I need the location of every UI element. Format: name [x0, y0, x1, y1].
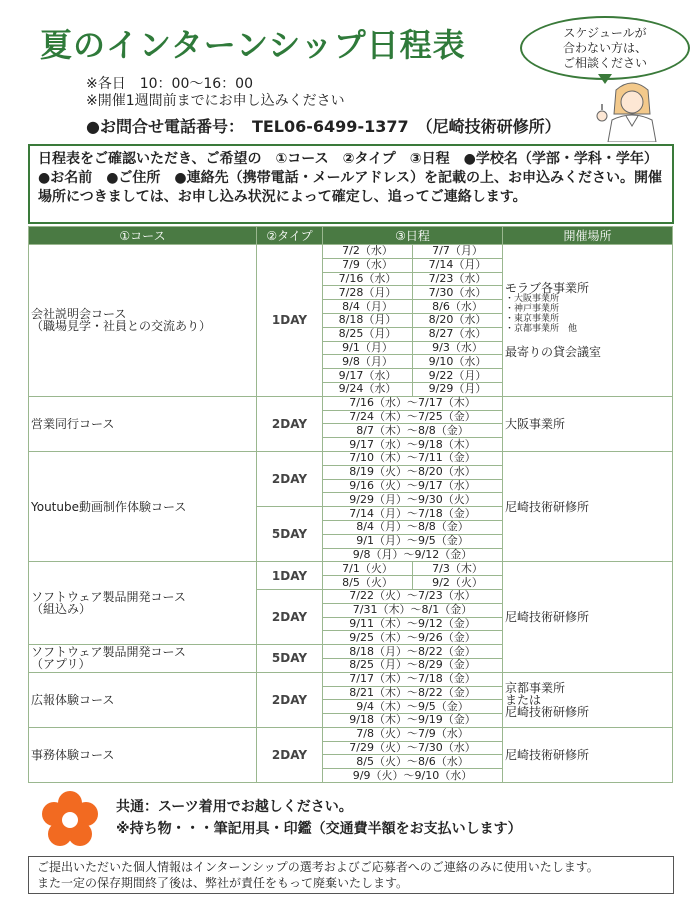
course-name: 事務体験コース: [29, 727, 257, 782]
type-cell: 5DAY: [257, 507, 323, 562]
date-cell: 7/28（月）: [323, 286, 413, 300]
intro-box: 日程表をご確認いただき、ご希望の ①コース ②タイプ ③日程 ●学校名（学部・学科・学年） ●お名前 ●ご住所 ●連絡先（携帯電話・メールアドレス）を記載の上、お申込みください。開催場所につきましては、お申し込み状況によって確定し、追ってご連絡します。: [28, 144, 674, 224]
course-note: （アプリ）: [31, 657, 91, 672]
course-cell: [29, 562, 257, 645]
date-cell: 8/18（月）: [323, 313, 413, 327]
contact-phone: ●お問合せ電話番号： TEL06-6499-1377 （尼崎技術研修所）: [86, 117, 561, 136]
date-cell: 7/24（木）～7/25（金）: [323, 410, 503, 424]
date-cell: 7/2（水）: [323, 245, 413, 259]
course-note: （職場見学・社員との交流あり）: [31, 319, 212, 334]
header-course: ①コース: [29, 227, 257, 245]
common-belongings: ※持ち物・・・筆記用具・印鑑（交通費半額をお支払いします）: [116, 821, 522, 837]
venue-name: モラブ各事業所: [505, 281, 590, 296]
course-name: ソフトウェア製品開発コース: [31, 590, 186, 605]
date-cell: 9/25（木）～9/26（金）: [323, 631, 503, 645]
date-cell: 7/10（木）～7/11（金）: [323, 451, 503, 465]
date-cell: 9/4（木）～9/5（金）: [323, 700, 503, 714]
course-name: 広報体験コース: [29, 672, 257, 727]
date-cell: 7/17（木）～7/18（金）: [323, 672, 503, 686]
date-cell: 9/22（月）: [413, 369, 503, 383]
date-cell: 9/18（木）～9/19（金）: [323, 714, 503, 728]
venue-extra: 最寄りの貸会議室: [505, 345, 602, 360]
privacy-line: ご提出いただいた個人情報はインターンシップの選考およびご応募者へのご連絡のみに使用いたします。: [37, 860, 599, 874]
table-row: [29, 562, 673, 576]
course-cell: [29, 245, 257, 397]
date-cell: 8/25（月）: [323, 327, 413, 341]
venue-name: 尼崎技術研修所: [505, 704, 590, 719]
venue-cell: 大阪事業所: [503, 396, 673, 451]
date-cell: 7/9（水）: [323, 258, 413, 272]
date-cell: 9/1（月）: [323, 341, 413, 355]
type-cell: 2DAY: [257, 727, 323, 782]
bubble-line: スケジュールが: [563, 25, 647, 40]
date-cell: 7/31（木）～8/1（金）: [323, 603, 503, 617]
date-cell: 9/1（月）～9/5（金）: [323, 534, 503, 548]
date-cell: 7/16（水）～7/17（木）: [323, 396, 503, 410]
type-cell: 2DAY: [257, 451, 323, 506]
date-cell: 9/11（木）～9/12（金）: [323, 617, 503, 631]
deadline-note: ※開催1週間前までにお申し込みください: [86, 93, 345, 109]
table-header-row: [29, 227, 673, 245]
flower-icon: [40, 790, 100, 850]
course-cell: [29, 645, 257, 673]
date-cell: 9/3（水）: [413, 341, 503, 355]
date-cell: 8/5（火）～8/6（水）: [323, 755, 503, 769]
course-name: 会社説明会コース: [31, 307, 127, 322]
date-cell: 9/17（水）～9/18（木）: [323, 438, 503, 452]
date-cell: 7/29（火）～7/30（水）: [323, 741, 503, 755]
date-cell: 7/30（水）: [413, 286, 503, 300]
type-cell: 2DAY: [257, 589, 323, 644]
date-cell: 9/29（月）: [413, 382, 503, 396]
privacy-line: また一定の保存期間終了後は、弊社が責任をもって廃棄いたします。: [37, 876, 409, 890]
date-cell: 9/2（火）: [413, 576, 503, 590]
venue-cell: 尼崎技術研修所: [503, 562, 673, 672]
venue-or: または: [505, 692, 542, 707]
date-cell: 7/14（月）: [413, 258, 503, 272]
date-cell: 9/10（水）: [413, 355, 503, 369]
table-row: [29, 727, 673, 741]
date-cell: 7/22（火）～7/23（水）: [323, 589, 503, 603]
type-cell: 1DAY: [257, 245, 323, 397]
venue-cell: 尼崎技術研修所: [503, 451, 673, 561]
venue-sub: ・東京事業所: [505, 314, 560, 325]
date-cell: 9/17（水）: [323, 369, 413, 383]
table-row: [29, 451, 673, 465]
date-cell: 7/14（月）～7/18（金）: [323, 507, 503, 521]
course-name: 営業同行コース: [29, 396, 257, 451]
venue-cell: [503, 672, 673, 727]
bubble-line: ご相談ください: [562, 55, 647, 70]
header-type: ②タイプ: [257, 227, 323, 245]
date-cell: 9/29（月）～9/30（火）: [323, 493, 503, 507]
venue-cell: [503, 245, 673, 397]
table-row: [29, 672, 673, 686]
page-title: 夏のインターンシップ日程表: [40, 26, 466, 64]
date-cell: 8/20（水）: [413, 313, 503, 327]
common-dresscode: 共通：スーツ着用でお越しください。: [116, 799, 353, 815]
woman-illustration: [588, 80, 676, 142]
venue-sub: ・神戸事業所: [505, 304, 560, 315]
date-cell: 9/16（火）～9/17（水）: [323, 479, 503, 493]
venue-sub: ・京都事業所 他: [505, 324, 578, 335]
date-cell: 9/8（月）～9/12（金）: [323, 548, 503, 562]
date-cell: 8/27（水）: [413, 327, 503, 341]
schedule-table: [28, 226, 673, 783]
type-cell: 2DAY: [257, 672, 323, 727]
hours-note: ※各日 10：00～16：00: [86, 76, 253, 92]
date-cell: 8/19（火）～8/20（水）: [323, 465, 503, 479]
header-date: ③日程: [323, 227, 503, 245]
date-cell: 7/7（月）: [413, 245, 503, 259]
speech-bubble: [520, 16, 690, 80]
course-note: （組込み）: [31, 602, 92, 617]
venue-name: 京都事業所: [505, 680, 566, 695]
bubble-line: 合わない方は、: [562, 40, 647, 55]
date-cell: 8/7（木）～8/8（金）: [323, 424, 503, 438]
venue-sub: ・大阪事業所: [505, 294, 560, 305]
date-cell: 9/24（水）: [323, 382, 413, 396]
date-cell: 8/5（火）: [323, 576, 413, 590]
venue-cell: 尼崎技術研修所: [503, 727, 673, 782]
date-cell: 7/3（木）: [413, 562, 503, 576]
privacy-notice: [28, 856, 674, 894]
date-cell: 7/8（火）～7/9（水）: [323, 727, 503, 741]
date-cell: 8/4（月）～8/8（金）: [323, 520, 503, 534]
date-cell: 8/18（月）～8/22（金）: [323, 645, 503, 659]
table-row: [29, 245, 673, 259]
date-cell: 9/8（月）: [323, 355, 413, 369]
header-venue: 開催場所: [503, 227, 673, 245]
course-name: ソフトウェア製品開発コース: [31, 645, 186, 660]
course-name: Youtube動画制作体験コース: [29, 451, 257, 561]
date-cell: 7/1（火）: [323, 562, 413, 576]
date-cell: 8/21（木）～8/22（金）: [323, 686, 503, 700]
date-cell: 7/16（水）: [323, 272, 413, 286]
type-cell: 2DAY: [257, 396, 323, 451]
type-cell: 1DAY: [257, 562, 323, 590]
type-cell: 5DAY: [257, 645, 323, 673]
date-cell: 8/4（月）: [323, 300, 413, 314]
date-cell: 9/9（火）～9/10（水）: [323, 769, 503, 783]
table-row: [29, 396, 673, 410]
date-cell: 8/6（水）: [413, 300, 503, 314]
date-cell: 7/23（水）: [413, 272, 503, 286]
date-cell: 8/25（月）～8/29（金）: [323, 658, 503, 672]
